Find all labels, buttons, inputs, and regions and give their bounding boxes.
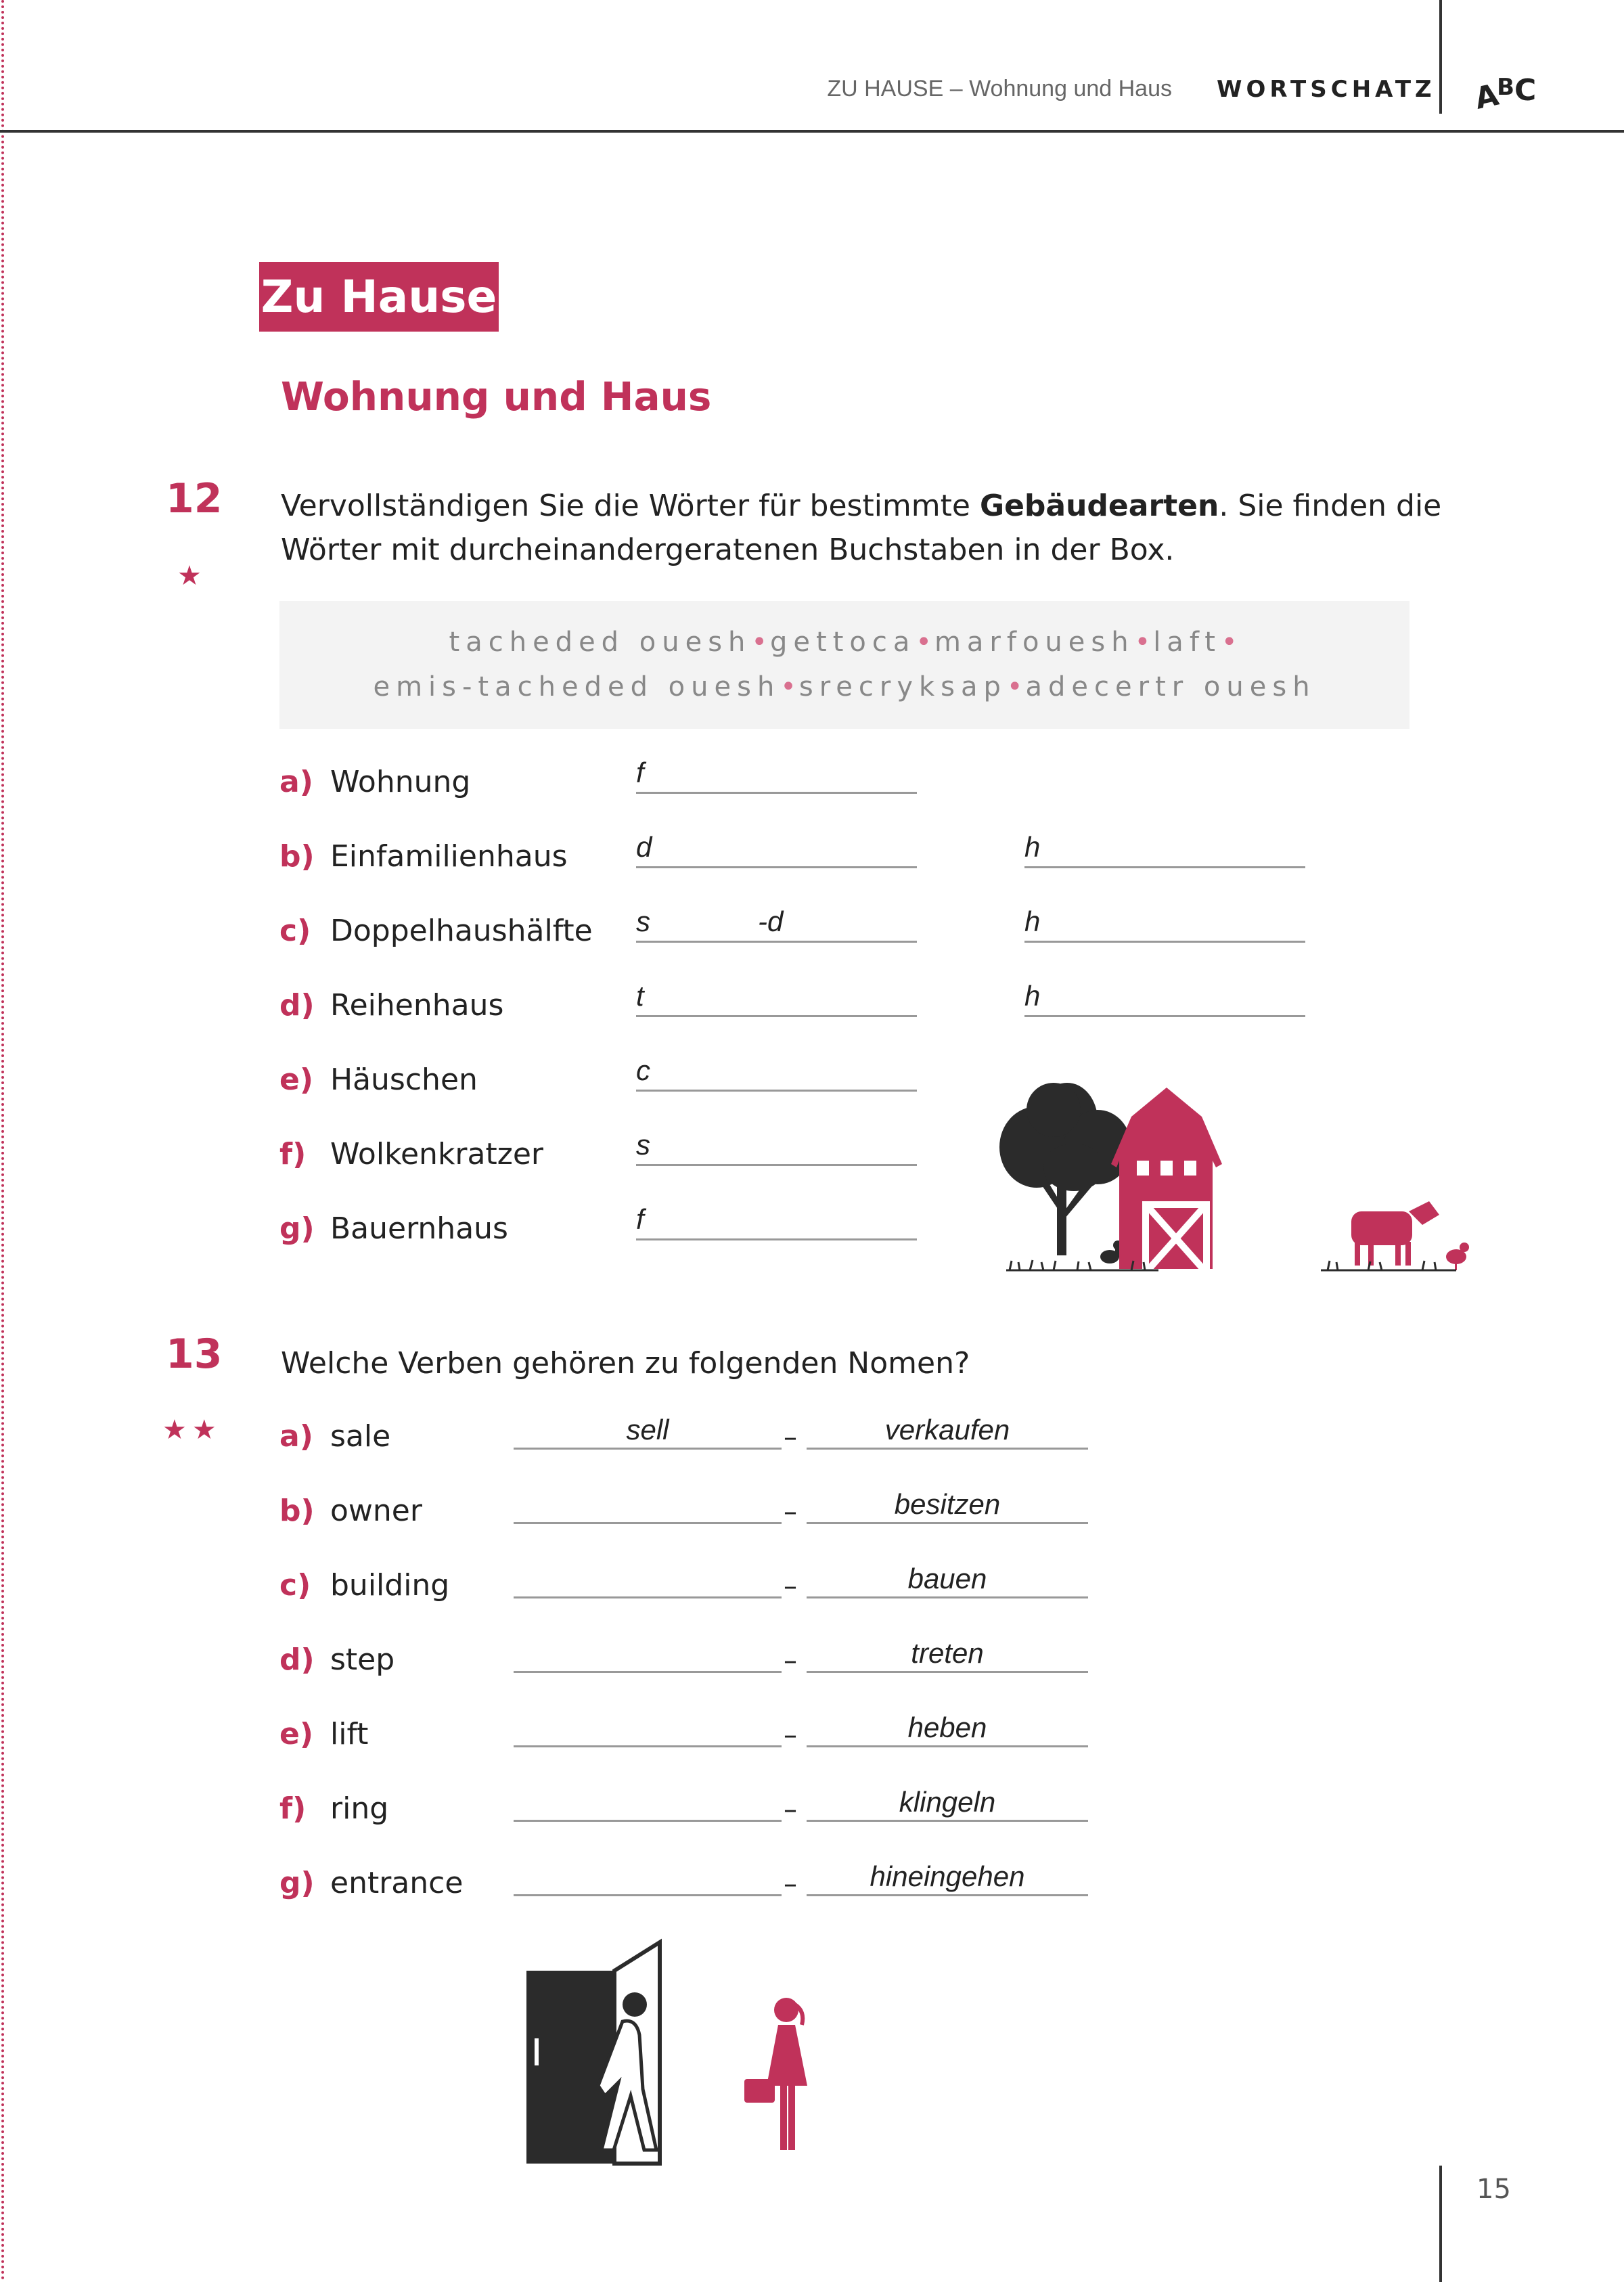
header-category: WORTSCHATZ: [1217, 76, 1436, 103]
english-verb-field[interactable]: [514, 1596, 782, 1598]
item-label: c): [279, 914, 311, 948]
scrambled-word: laft: [1153, 627, 1221, 658]
separator-dot: •: [1006, 671, 1026, 702]
answer-field[interactable]: [636, 757, 917, 794]
header-divider: [1439, 0, 1442, 114]
separator-dot: •: [751, 627, 771, 658]
answer-text: verkaufen: [884, 1414, 1010, 1446]
answer-text: sell: [626, 1414, 669, 1446]
separator-dot: •: [1221, 627, 1240, 658]
exercise-13-instruction: Welche Verben gehören zu folgenden Nomen?: [281, 1346, 970, 1381]
abc-logo-icon: ABC: [1472, 73, 1537, 116]
dash: –: [784, 1720, 797, 1751]
answer-prefix: s: [636, 905, 650, 937]
barn-icon: [1111, 1088, 1222, 1269]
german-verb-field[interactable]: [807, 1414, 1088, 1450]
scrambled-word: srecryksap: [798, 671, 1007, 702]
answer-prefix: d: [636, 831, 652, 863]
page-subtitle: Wohnung und Haus: [281, 374, 712, 420]
instruction-text: . Sie finden die: [1219, 489, 1442, 523]
answer-field-2[interactable]: [1024, 980, 1305, 1017]
english-verb-field[interactable]: [514, 1820, 782, 1822]
answer-prefix: s: [636, 1129, 650, 1161]
answer-text: besitzen: [894, 1488, 1001, 1520]
answer-text: klingeln: [899, 1786, 996, 1818]
page-number: 15: [1476, 2174, 1511, 2205]
item-label: d): [279, 1642, 315, 1677]
answer-field[interactable]: [636, 831, 917, 868]
difficulty-star-icon: ★: [177, 560, 207, 591]
german-verb-field[interactable]: [807, 1563, 1088, 1598]
farm-illustration: [989, 1079, 1483, 1276]
item-noun: building: [330, 1568, 450, 1603]
item-label: c): [279, 1568, 311, 1603]
answer-field[interactable]: [636, 980, 917, 1017]
answer-field[interactable]: [636, 905, 917, 943]
item-label: e): [279, 1717, 313, 1751]
answer-prefix: h: [1024, 831, 1041, 863]
word-box-line-2: [279, 671, 1409, 702]
answer-prefix: f: [636, 757, 644, 788]
answer-text: hineingehen: [870, 1860, 1025, 1892]
item-word: Häuschen: [330, 1062, 478, 1097]
instruction-text: Wörter mit durcheinandergeratenen Buchstaben in der Box.: [281, 533, 1175, 567]
exercise-12-instruction: [281, 484, 1441, 572]
answer-prefix: f: [636, 1203, 644, 1235]
scrambled-word: adecertr ouesh: [1025, 671, 1316, 702]
dash: –: [784, 1645, 797, 1676]
english-verb-field[interactable]: [514, 1414, 782, 1450]
instruction-text: Vervollständigen Sie die Wörter für bestimmte: [281, 489, 980, 523]
difficulty-stars-icon: ★★: [162, 1414, 222, 1446]
item-label: g): [279, 1211, 315, 1246]
entrance-illustration: [521, 1937, 832, 2167]
footer-divider: [1439, 2166, 1442, 2282]
item-label: b): [279, 1494, 315, 1528]
english-verb-field[interactable]: [514, 1522, 782, 1524]
item-label: f): [279, 1791, 307, 1826]
item-word: Einfamilienhaus: [330, 839, 568, 874]
answer-text: bauen: [907, 1563, 987, 1594]
page-edge-dotted-border: [1, 0, 4, 2282]
item-word: Reihenhaus: [330, 988, 504, 1023]
item-label: a): [279, 1419, 313, 1454]
item-noun: ring: [330, 1791, 389, 1826]
german-verb-field[interactable]: [807, 1860, 1088, 1896]
item-noun: sale: [330, 1419, 391, 1454]
item-word: Wolkenkratzer: [330, 1137, 543, 1171]
separator-dot: •: [1134, 627, 1154, 658]
scrambled-word-box: [279, 601, 1409, 729]
grass-icon: [1006, 1260, 1456, 1270]
answer-field-2[interactable]: [1024, 831, 1305, 868]
answer-text: heben: [907, 1712, 987, 1743]
woman-with-briefcase-icon: [744, 1998, 807, 2150]
answer-prefix: t: [636, 980, 644, 1012]
separator-dot: •: [916, 627, 934, 658]
answer-prefix: c: [636, 1054, 650, 1086]
dash: –: [784, 1422, 797, 1453]
dash: –: [784, 1571, 797, 1602]
dash: –: [784, 1496, 797, 1527]
item-noun: owner: [330, 1494, 422, 1528]
item-noun: lift: [330, 1717, 369, 1751]
instruction-bold: Gebäudearten: [979, 489, 1219, 523]
scrambled-word: gettoca: [770, 627, 916, 658]
german-verb-field[interactable]: [807, 1488, 1088, 1524]
item-word: Doppelhaushälfte: [330, 914, 593, 948]
scrambled-word: tacheded ouesh: [449, 627, 752, 658]
item-label: g): [279, 1866, 315, 1900]
tree-icon: [999, 1083, 1131, 1255]
page-title: Zu Hause: [259, 262, 499, 332]
item-label: e): [279, 1062, 313, 1097]
scrambled-word: emis-tacheded ouesh: [373, 671, 781, 702]
cow-icon: [1351, 1201, 1439, 1266]
answer-prefix: h: [1024, 980, 1041, 1012]
item-noun: entrance: [330, 1866, 464, 1900]
door-person-icon: [526, 1942, 660, 2164]
header-section: ZU HAUSE – Wohnung und Haus: [827, 76, 1172, 102]
word-box-line-1: [279, 627, 1409, 658]
answer-field[interactable]: [636, 1129, 917, 1166]
english-verb-field[interactable]: [514, 1894, 782, 1896]
header-rule: [0, 130, 1624, 133]
item-word: Wohnung: [330, 765, 471, 799]
scrambled-word: marfouesh: [934, 627, 1135, 658]
exercise-13-number: 13: [166, 1330, 223, 1378]
answer-field[interactable]: [636, 1203, 917, 1240]
answer-prefix: h: [1024, 905, 1041, 937]
dash: –: [784, 1869, 797, 1900]
answer-text: treten: [911, 1637, 984, 1669]
item-label: b): [279, 839, 315, 874]
german-verb-field[interactable]: [807, 1712, 1088, 1747]
item-noun: step: [330, 1642, 395, 1677]
german-verb-field[interactable]: [807, 1637, 1088, 1673]
dash: –: [784, 1794, 797, 1825]
english-verb-field[interactable]: [514, 1671, 782, 1673]
rooster-icon: [1446, 1243, 1469, 1270]
separator-dot: •: [780, 671, 799, 702]
item-word: Bauernhaus: [330, 1211, 508, 1246]
english-verb-field[interactable]: [514, 1745, 782, 1747]
answer-field-2[interactable]: [1024, 905, 1305, 943]
answer-infix: -d: [758, 905, 784, 937]
answer-field[interactable]: [636, 1054, 917, 1092]
item-label: a): [279, 765, 313, 799]
item-label: f): [279, 1137, 307, 1171]
item-label: d): [279, 988, 315, 1023]
exercise-12-number: 12: [166, 475, 223, 522]
german-verb-field[interactable]: [807, 1786, 1088, 1822]
